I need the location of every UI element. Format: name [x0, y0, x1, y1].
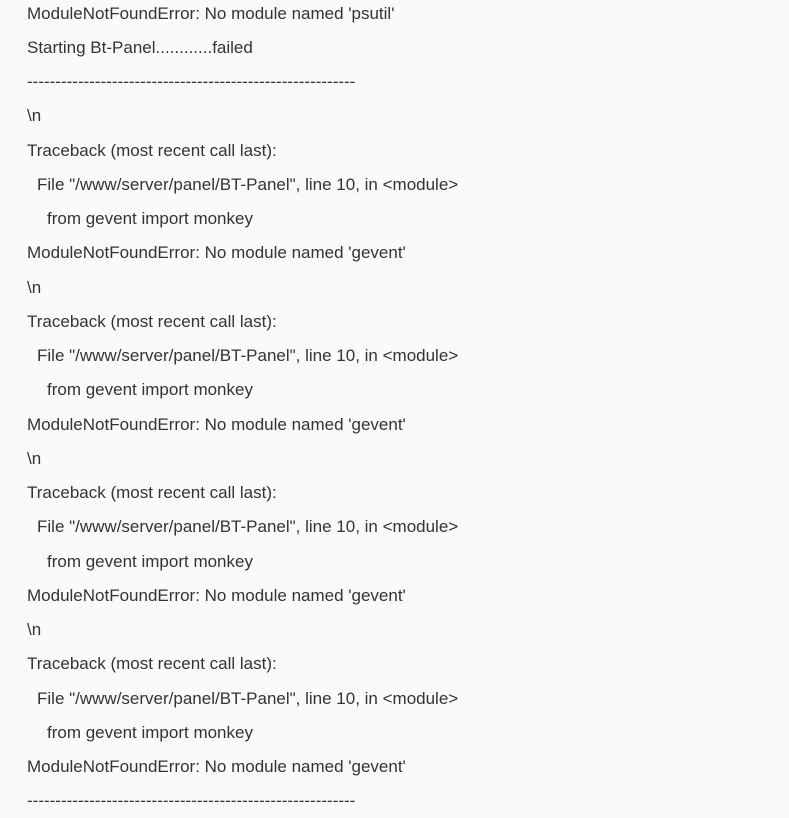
log-line: File "/www/server/panel/BT-Panel", line 10, in <module>: [37, 175, 459, 194]
log-line: File "/www/server/panel/BT-Panel", line 10, in <module>: [37, 689, 459, 708]
log-line: Traceback (most recent call last):: [27, 654, 277, 673]
log-line: Traceback (most recent call last):: [27, 141, 277, 160]
log-line: from gevent import monkey: [47, 552, 253, 571]
log-line: ModuleNotFoundError: No module named 'gevent': [27, 757, 406, 776]
log-line: \n: [27, 106, 42, 125]
log-line: ModuleNotFoundError: No module named 'gevent': [27, 415, 406, 434]
log-separator: ----------------------------------------------------------: [27, 791, 356, 810]
log-separator: ----------------------------------------------------------: [27, 72, 356, 91]
log-line: Starting Bt-Panel............failed: [27, 38, 253, 57]
log-line: \n: [27, 278, 42, 297]
log-line: File "/www/server/panel/BT-Panel", line 10, in <module>: [37, 346, 459, 365]
log-line: ModuleNotFoundError: No module named 'gevent': [27, 243, 406, 262]
log-line: from gevent import monkey: [47, 380, 253, 399]
log-line: \n: [27, 449, 42, 468]
log-line: Traceback (most recent call last):: [27, 312, 277, 331]
log-line: from gevent import monkey: [47, 723, 253, 742]
log-line: ModuleNotFoundError: No module named 'gevent': [27, 586, 406, 605]
log-line: File "/www/server/panel/BT-Panel", line 10, in <module>: [37, 517, 459, 536]
log-line: ModuleNotFoundError: No module named 'psutil': [27, 4, 395, 23]
log-line: from gevent import monkey: [47, 209, 253, 228]
log-line: Traceback (most recent call last):: [27, 483, 277, 502]
log-output: [27, 0, 789, 818]
log-line: \n: [27, 620, 42, 639]
